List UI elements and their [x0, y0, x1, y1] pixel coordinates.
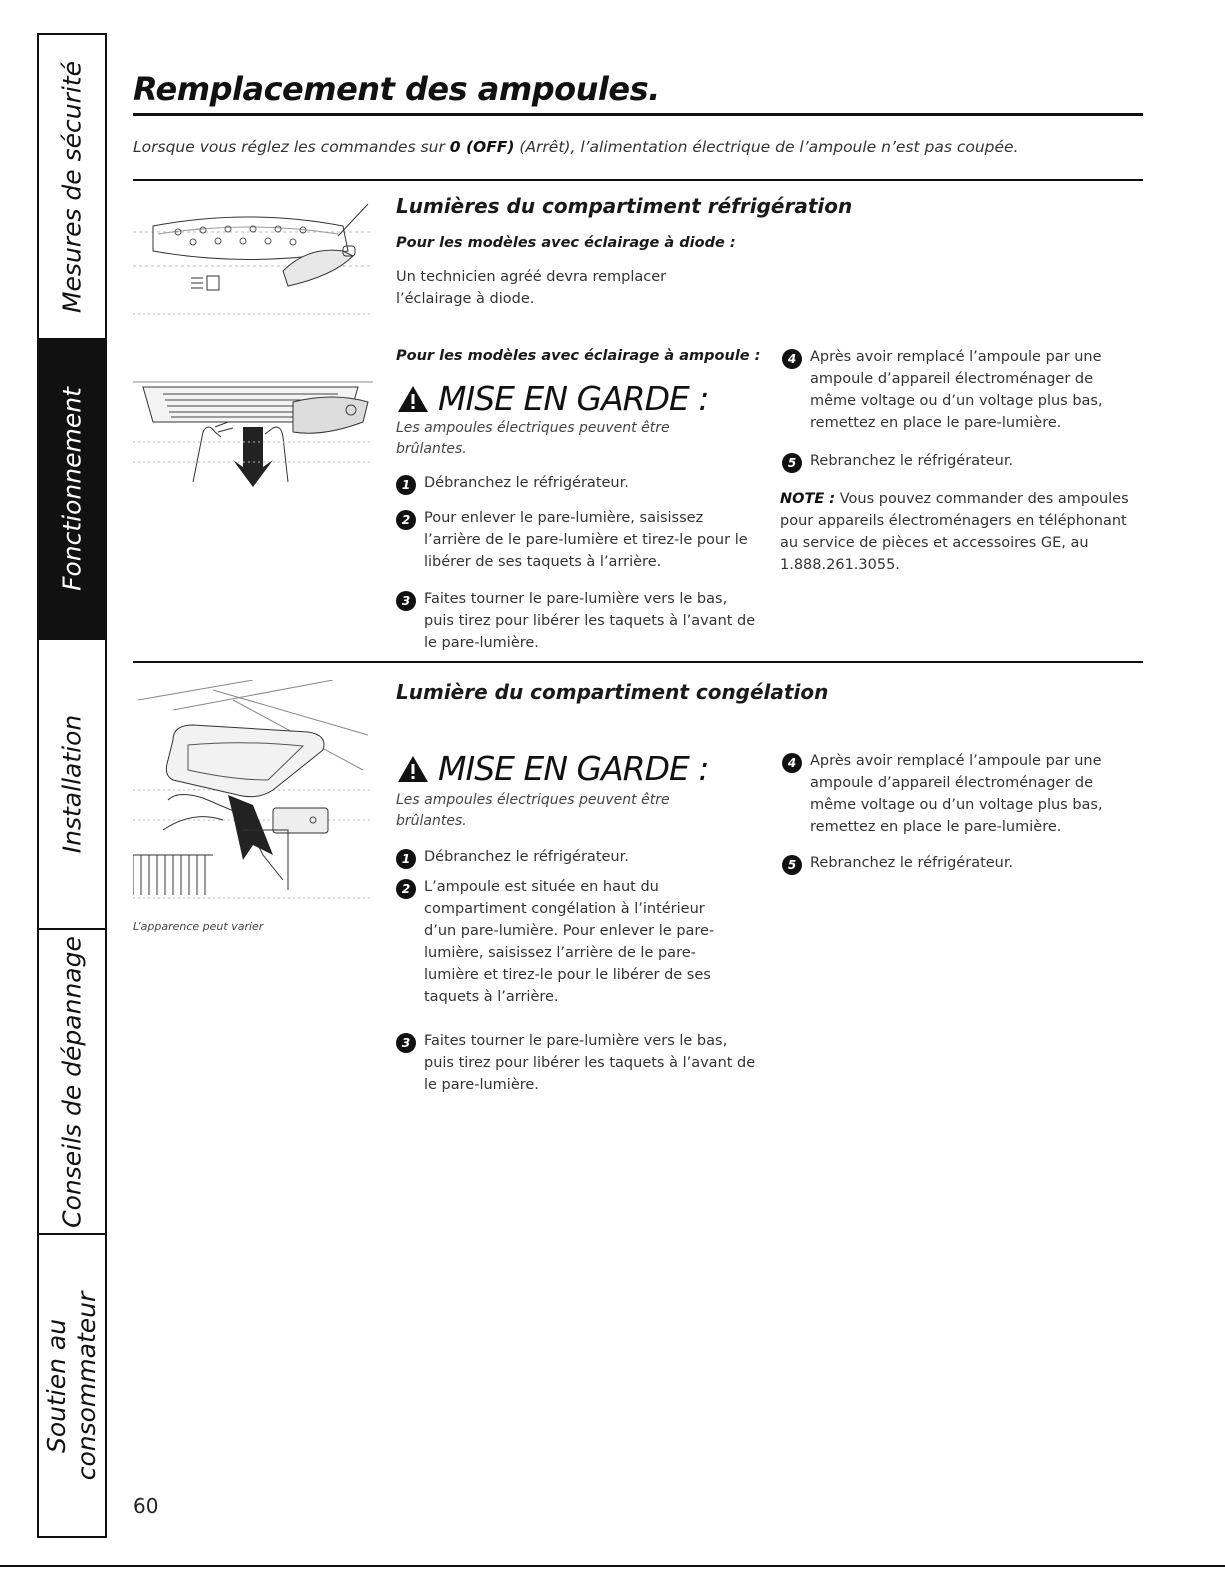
freezer-step-4 [782, 750, 1132, 838]
warning-label: MISE EN GARDE : [438, 379, 709, 418]
step-number: 5 [782, 453, 802, 473]
page-title: Remplacement des ampoules. [133, 70, 660, 108]
tab-label: Installation [57, 714, 87, 854]
step-number: 3 [396, 591, 416, 611]
fridge-step-1 [396, 472, 756, 495]
freezer-step-1 [396, 846, 756, 869]
freezer-step-3 [396, 1030, 756, 1096]
step-text: Pour enlever le pare-lumière, saisissez l’arrière de le pare-lumière et tirez-le pour le libérer de ses taquets à l’arrière. [424, 510, 748, 570]
note-text: NOTE : Vous pouvez commander des ampoules pour appareils électroménagers en téléphonant au service de pièces et accessoires GE, au 1.888.261.3055. [780, 491, 1129, 573]
image-caption: L’apparence peut varier [133, 920, 264, 933]
step-number: 1 [396, 849, 416, 869]
freezer-step-2 [396, 876, 741, 1008]
fridge-step-4 [782, 346, 1132, 434]
tab-mesures-securite[interactable] [39, 35, 105, 340]
tab-label: Fonctionnement [57, 387, 87, 591]
intro-bold: 0 (OFF) [449, 138, 515, 156]
freezer-warning [396, 749, 709, 788]
step-text: Après avoir remplacé l’ampoule par une ampoule d’appareil électroménager de même voltage ou d’un voltage plus bas, remettez en place le pare-lumière. [810, 753, 1103, 835]
note-label: NOTE : [780, 491, 836, 507]
fridge-section-title: Lumières du compartiment réfrigération [396, 194, 853, 218]
step-text: Débranchez le réfrigérateur. [424, 475, 629, 491]
bottom-rule [0, 1565, 1225, 1567]
tab-soutien-consommateur[interactable] [39, 1235, 105, 1536]
tab-label: Soutien au consommateur [42, 1291, 101, 1480]
warning-label: MISE EN GARDE : [438, 749, 709, 788]
step-text: Après avoir remplacé l’ampoule par une ampoule d’appareil électroménager de même voltage ou d’un voltage plus bas, remettez en place le pare-lumière. [810, 349, 1103, 431]
section-divider [133, 661, 1143, 663]
led-light-illustration [133, 196, 373, 321]
warning-icon [396, 384, 430, 414]
step-number: 2 [396, 510, 416, 530]
fridge-step-5 [782, 450, 1132, 473]
freezer-light-illustration [133, 680, 373, 905]
led-subtitle: Pour les modèles avec éclairage à diode : [396, 235, 736, 251]
page-number: 60 [133, 1494, 159, 1518]
step-number: 5 [782, 855, 802, 875]
step-text: Rebranchez le réfrigérateur. [810, 453, 1014, 469]
step-text: L’ampoule est située en haut du compartiment congélation à l’intérieur d’un pare-lumière. Pour enlever le pare-lumière, saisissez l’arrière de le pare-lumière et tirez-le pour le libérer de ses taquets à l’arrière. [424, 879, 715, 1005]
step-text: Rebranchez le réfrigérateur. [810, 855, 1014, 871]
title-rule [133, 113, 1143, 116]
tab-conseils-depannage[interactable] [39, 930, 105, 1235]
fridge-warning [396, 379, 709, 418]
step-text: Débranchez le réfrigérateur. [424, 849, 629, 865]
fridge-step-3 [396, 588, 756, 654]
tab-installation[interactable] [39, 640, 105, 930]
warning-subtext: Les ampoules électriques peuvent être brûlantes. [396, 420, 670, 457]
bulb-subtitle: Pour les modèles avec éclairage à ampoule : [396, 348, 761, 364]
step-number: 2 [396, 879, 416, 899]
fridge-step-2 [396, 507, 756, 573]
step-number: 4 [782, 753, 802, 773]
bulb-light-illustration [133, 362, 373, 492]
warning-subtext: Les ampoules électriques peuvent être brûlantes. [396, 792, 670, 829]
freezer-step-5 [782, 852, 1132, 875]
tab-label: Conseils de dépannage [57, 935, 87, 1228]
section-divider [133, 179, 1143, 181]
step-number: 4 [782, 349, 802, 369]
step-number: 1 [396, 475, 416, 495]
step-text: Faites tourner le pare-lumière vers le bas, puis tirez pour libérer les taquets à l’avant de le pare-lumière. [424, 591, 756, 651]
intro-text: Lorsque vous réglez les commandes sur 0 (OFF) (Arrêt), l’alimentation électrique de l’ampoule n’est pas coupée. [133, 138, 1019, 156]
freezer-section-title: Lumière du compartiment congélation [396, 680, 829, 704]
tab-fonctionnement[interactable] [39, 340, 105, 640]
led-text: Un technicien agréé devra remplacer l’éclairage à diode. [396, 269, 667, 307]
warning-icon [396, 754, 430, 784]
tab-label: Mesures de sécurité [57, 60, 87, 313]
step-text: Faites tourner le pare-lumière vers le bas, puis tirez pour libérer les taquets à l’avant de le pare-lumière. [424, 1033, 756, 1093]
section-tabs [37, 33, 107, 1538]
step-number: 3 [396, 1033, 416, 1053]
